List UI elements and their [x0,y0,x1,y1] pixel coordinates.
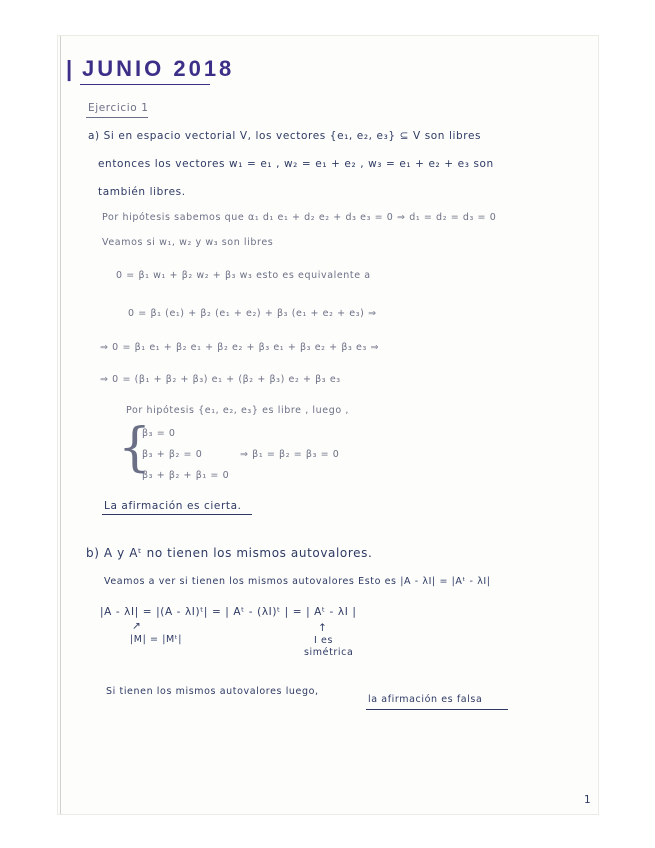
annotation-arrow-1: ↗ [132,620,142,632]
part-b-conclusion-underline [366,709,508,710]
part-a-statement-line-2: entonces los vectores w₁ = e₁ , w₂ = e₁ + e₂ , w₃ = e₁ + e₂ + e₃ son [98,158,494,170]
system-eq-3: β₃ + β₂ + β₁ = 0 [142,470,230,481]
system-eq-2: β₃ + β₂ = 0 [142,449,203,460]
equation-1: 0 = β₁ w₁ + β₂ w₂ + β₃ w₃ esto es equivalente a [116,270,371,281]
equation-4: ⇒ 0 = (β₁ + β₂ + β₃) e₁ + (β₂ + β₃) e₂ + β₃ e₃ [100,374,341,385]
system-result: ⇒ β₁ = β₂ = β₃ = 0 [240,449,340,460]
equation-3: ⇒ 0 = β₁ e₁ + β₂ e₁ + β₂ e₂ + β₃ e₁ + β₃ e₂ + β₃ e₃ ⇒ [100,342,380,353]
part-a-conclusion: La afirmación es cierta. [104,500,242,512]
part-b-check-line: Veamos a ver si tienen los mismos autovalores Esto es |A - λI| = |Aᵗ - λI| [104,576,491,587]
system-eq-1: β₃ = 0 [142,428,176,439]
hypothesis-free-line: Por hipótesis {e₁, e₂, e₃} es libre , luego , [126,405,350,416]
exercise-heading-underline [86,117,148,118]
exercise-heading: Ejercicio 1 [88,102,149,114]
equation-2: 0 = β₁ (e₁) + β₂ (e₁ + e₂) + β₃ (e₁ + e₂ + e₃) ⇒ [128,308,377,319]
part-a-statement-line-1: a) Si en espacio vectorial V, los vectores {e₁, e₂, e₃} ⊆ V son libres [88,130,482,142]
part-a-conclusion-underline [102,514,252,515]
annotation-determinant-transpose: |M| = |Mᵗ| [130,634,182,645]
part-b-equation: |A - λI| = |(A - λI)ᵗ| = | Aᵗ - (λI)ᵗ | = | Aᵗ - λI | [100,606,357,618]
annotation-arrow-2: ↑ [318,622,328,634]
title-bar: | [66,56,76,81]
title-underline [80,84,210,85]
part-b-statement: b) A y Aᵗ no tienen los mismos autovalores. [86,546,373,560]
margin-line [60,36,61,814]
system-brace: { [118,418,152,478]
annotation-identity-note: I es [314,635,334,646]
part-a-statement-line-3: también libres. [98,186,186,198]
part-b-conclusion-intro: Si tienen los mismos autovalores luego, [106,686,319,697]
page-title: JUNIO 2018 [82,56,235,81]
part-b-conclusion: la afirmación es falsa [368,694,483,705]
hypothesis-line: Por hipótesis sabemos que α₁ d₁ e₁ + d₂ e₂ + d₃ e₃ = 0 ⇒ d₁ = d₂ = d₃ = 0 [102,212,497,223]
page-number: 1 [584,794,592,806]
annotation-symmetric-note: simétrica [304,647,354,658]
check-line: Veamos si w₁, w₂ y w₃ son libres [102,237,274,248]
